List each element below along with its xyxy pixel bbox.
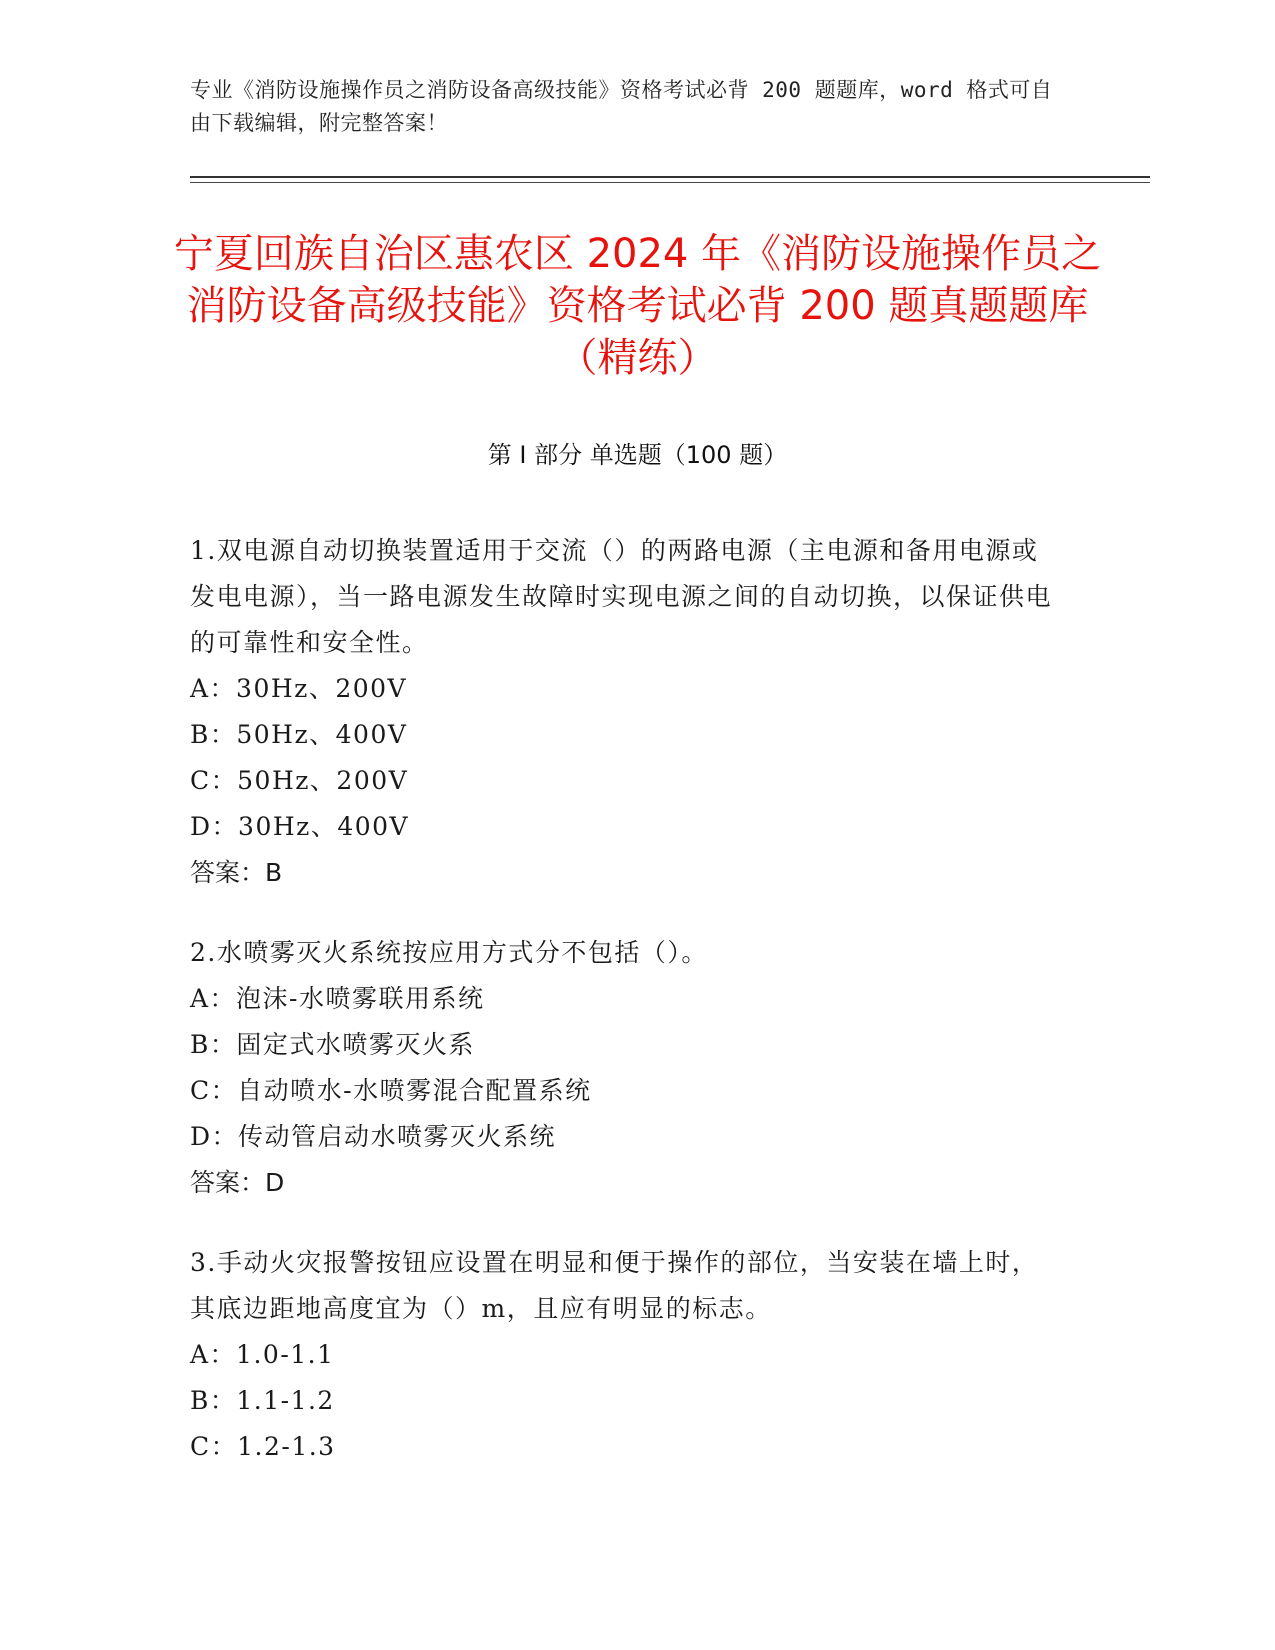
question-list	[190, 528, 1060, 1504]
option-b: B：固定式水喷雾灭火系	[190, 1030, 475, 1059]
option-c: C：50Hz、200V	[190, 766, 409, 795]
option-d: D：30Hz、400V	[190, 812, 410, 841]
question-stem: 2.水喷雾灭火系统按应用方式分不包括（）。	[190, 938, 708, 967]
header-divider-thin	[190, 182, 1150, 183]
option-a: A：泡沫-水喷雾联用系统	[190, 984, 485, 1013]
option-b: B：50Hz、400V	[190, 720, 408, 749]
question-stem: 1.双电源自动切换装置适用于交流（）的两路电源（主电源和备用电源或发电电源），当一路电源发生故障时实现电源之间的自动切换，以保证供电的可靠性和安全性。	[190, 536, 1053, 657]
question-3	[190, 1240, 1060, 1470]
header-divider-thick	[190, 176, 1150, 178]
option-c: C：1.2-1.3	[190, 1432, 336, 1461]
question-stem: 3.手动火灾报警按钮应设置在明显和便于操作的部位，当安装在墙上时，其底边距地高度宜为（）m，且应有明显的标志。	[190, 1248, 1039, 1323]
answer: 答案：D	[190, 1168, 285, 1197]
question-1	[190, 528, 1060, 896]
answer: 答案：B	[190, 858, 283, 887]
option-b: B：1.1-1.2	[190, 1386, 335, 1415]
option-d: D：传动管启动水喷雾灭火系统	[190, 1122, 557, 1151]
section-heading: 第 I 部分 单选题（100 题）	[487, 441, 788, 469]
option-a: A：30Hz、200V	[190, 674, 408, 703]
question-2	[190, 930, 1060, 1206]
option-c: C：自动喷水-水喷雾混合配置系统	[190, 1076, 592, 1105]
option-a: A：1.0-1.1	[190, 1340, 335, 1369]
header-note: 专业《消防设施操作员之消防设备高级技能》资格考试必背 200 题题库，word 格式可自由下载编辑，附完整答案！	[190, 78, 1053, 135]
document-title: 宁夏回族自治区惠农区 2024 年《消防设施操作员之消防设备高级技能》资格考试必背 200 题真题题库（精练）	[173, 231, 1102, 381]
